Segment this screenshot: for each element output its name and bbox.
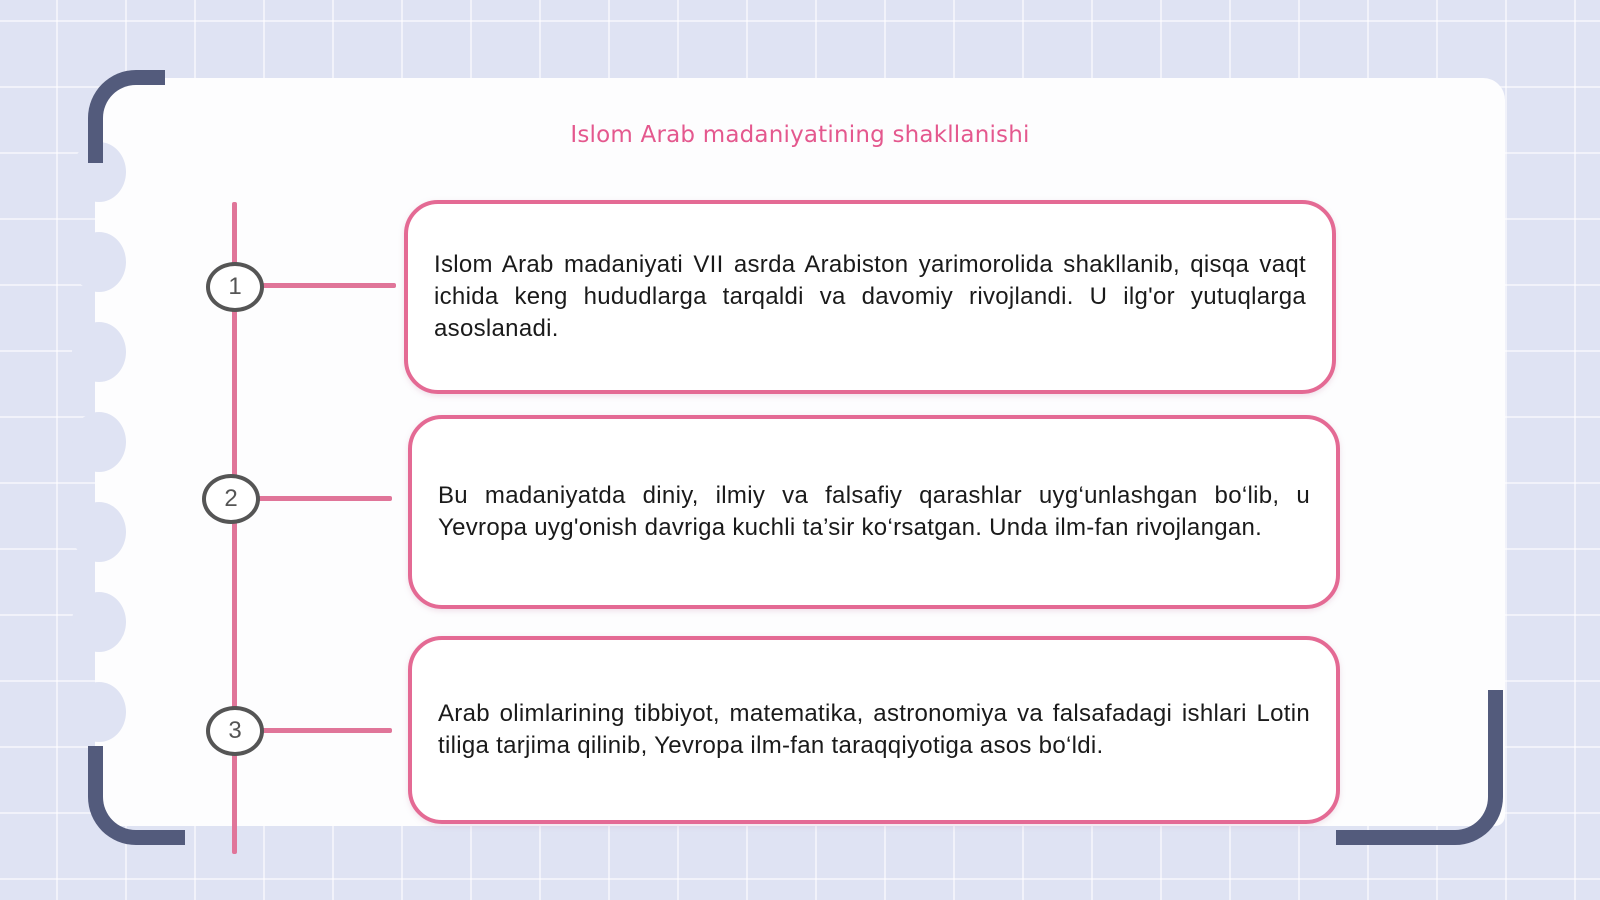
notebook-hole: [72, 232, 126, 292]
corner-bracket-top-left: [88, 70, 165, 163]
timeline-marker-1: 1: [206, 262, 264, 312]
timeline-connector-3: [262, 728, 392, 733]
notebook-hole: [72, 322, 126, 382]
info-card-3: [408, 636, 1340, 824]
info-card-text: Bu madaniyatda diniy, ilmiy va falsafiy qarashlar uyg‘unlashgan bo‘lib, u Yevropa uyg'onish davriga kuchli ta’sir ko‘rsatgan. Unda ilm-fan rivojlangan.: [438, 482, 1310, 541]
notebook-hole: [72, 412, 126, 472]
timeline-connector-2: [258, 496, 392, 501]
info-card-2: [408, 415, 1340, 609]
notebook-hole: [72, 592, 126, 652]
notebook-hole: [72, 682, 126, 742]
timeline-connector-1: [262, 283, 396, 288]
timeline-marker-2: 2: [202, 474, 260, 524]
timeline-marker-3: 3: [206, 706, 264, 756]
corner-bracket-bottom-right: [1336, 690, 1503, 845]
info-card-text: Arab olimlarining tibbiyot, matematika, astronomiya va falsafadagi ishlari Lotin tiliga tarjima qilinib, Yevropa ilm-fan taraqqiyotiga asos bo‘ldi.: [438, 700, 1310, 759]
notebook-hole: [72, 502, 126, 562]
slide-title: Islom Arab madaniyatining shakllanishi: [570, 122, 1030, 148]
info-card-1: [404, 200, 1336, 394]
info-card-text: Islom Arab madaniyati VII asrda Arabiston yarimorolida shakllanib, qisqa vaqt ichida keng hududlarga tarqaldi va davomiy rivojlandi. U ilg'or yutuqlarga asoslanadi.: [434, 251, 1306, 342]
corner-bracket-bottom-left: [88, 746, 185, 845]
